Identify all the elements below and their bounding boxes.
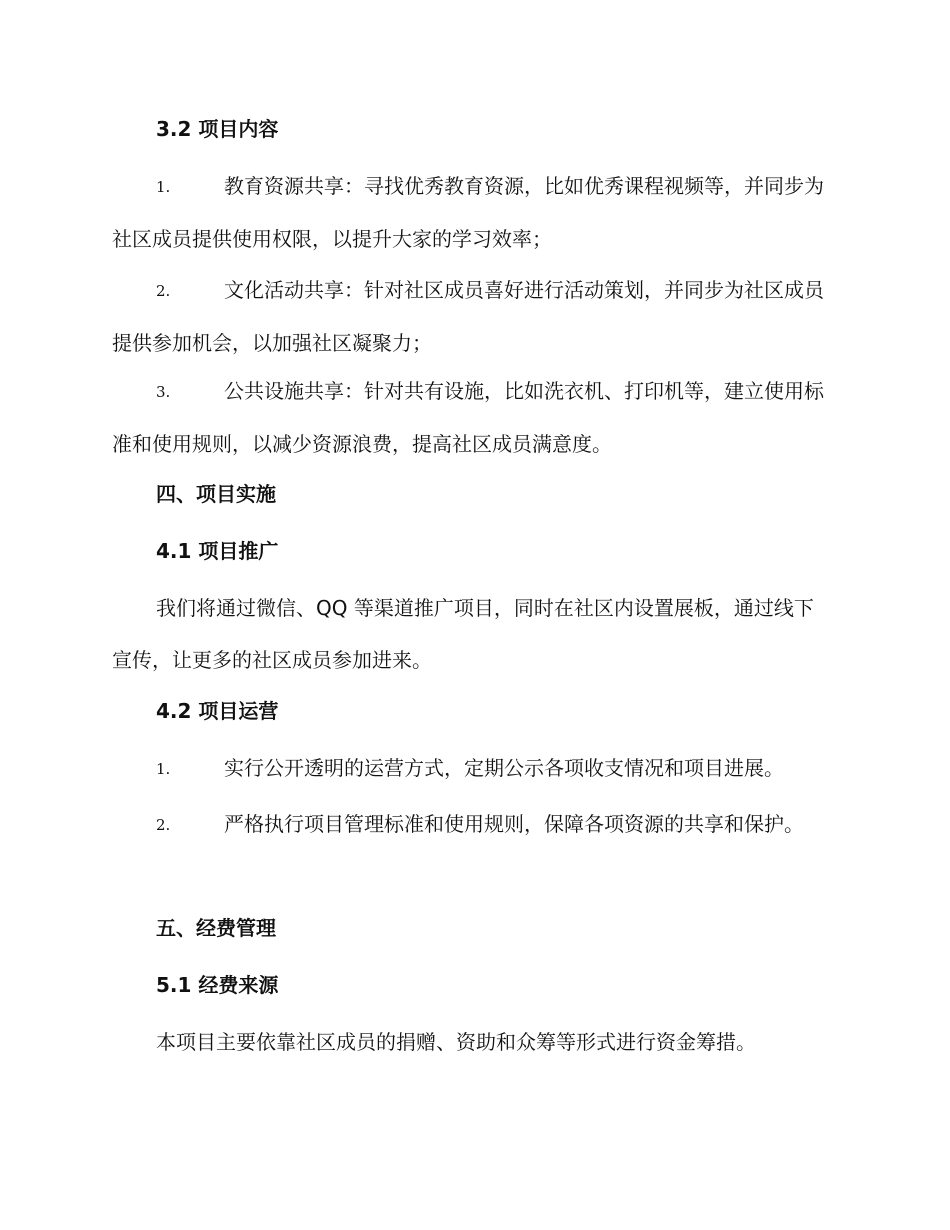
list-item-text: 严格执行项目管理标准和使用规则，保障各项资源的共享和保护。 [224,812,804,836]
list-item-number: 2. [156,282,171,300]
section-heading-4: 四、项目实施 [156,482,276,506]
list-item-number: 2. [156,816,171,834]
paragraph-4-1: 我们将通过微信、QQ 等渠道推广项目，同时在社区内设置展板，通过线下宣传，让更多的社区成员参加进来。 [112,596,814,672]
list-item-number: 1. [156,760,171,778]
list-item-text: 公共设施共享：针对共有设施，比如洗衣机、打印机等，建立使用标准和使用规则，以减少资源浪费，提高社区成员满意度。 [112,379,824,456]
list-item [112,160,832,265]
list-item-number: 1. [156,178,171,196]
section-heading-5: 五、经费管理 [156,916,276,940]
list-item [112,365,832,470]
section-heading-5-1: 5.1 经费来源 [156,973,279,997]
list-item-text: 实行公开透明的运营方式，定期公示各项收支情况和项目进展。 [224,756,784,780]
list-item-text: 文化活动共享：针对社区成员喜好进行活动策划，并同步为社区成员提供参加机会，以加强社区凝聚力； [112,278,824,355]
section-heading-4-1: 4.1 项目推广 [156,539,279,563]
list-item [112,742,832,795]
section-heading-3-2: 3.2 项目内容 [156,117,279,141]
list-item [112,264,832,369]
list-item-text: 教育资源共享：寻找优秀教育资源，比如优秀课程视频等，并同步为社区成员提供使用权限，以提升大家的学习效率； [112,174,824,251]
section-heading-4-2: 4.2 项目运营 [156,699,279,723]
list-item [112,798,832,851]
paragraph-5-1: 本项目主要依靠社区成员的捐赠、资助和众筹等形式进行资金筹措。 [156,1030,756,1054]
list-item-number: 3. [156,383,171,401]
